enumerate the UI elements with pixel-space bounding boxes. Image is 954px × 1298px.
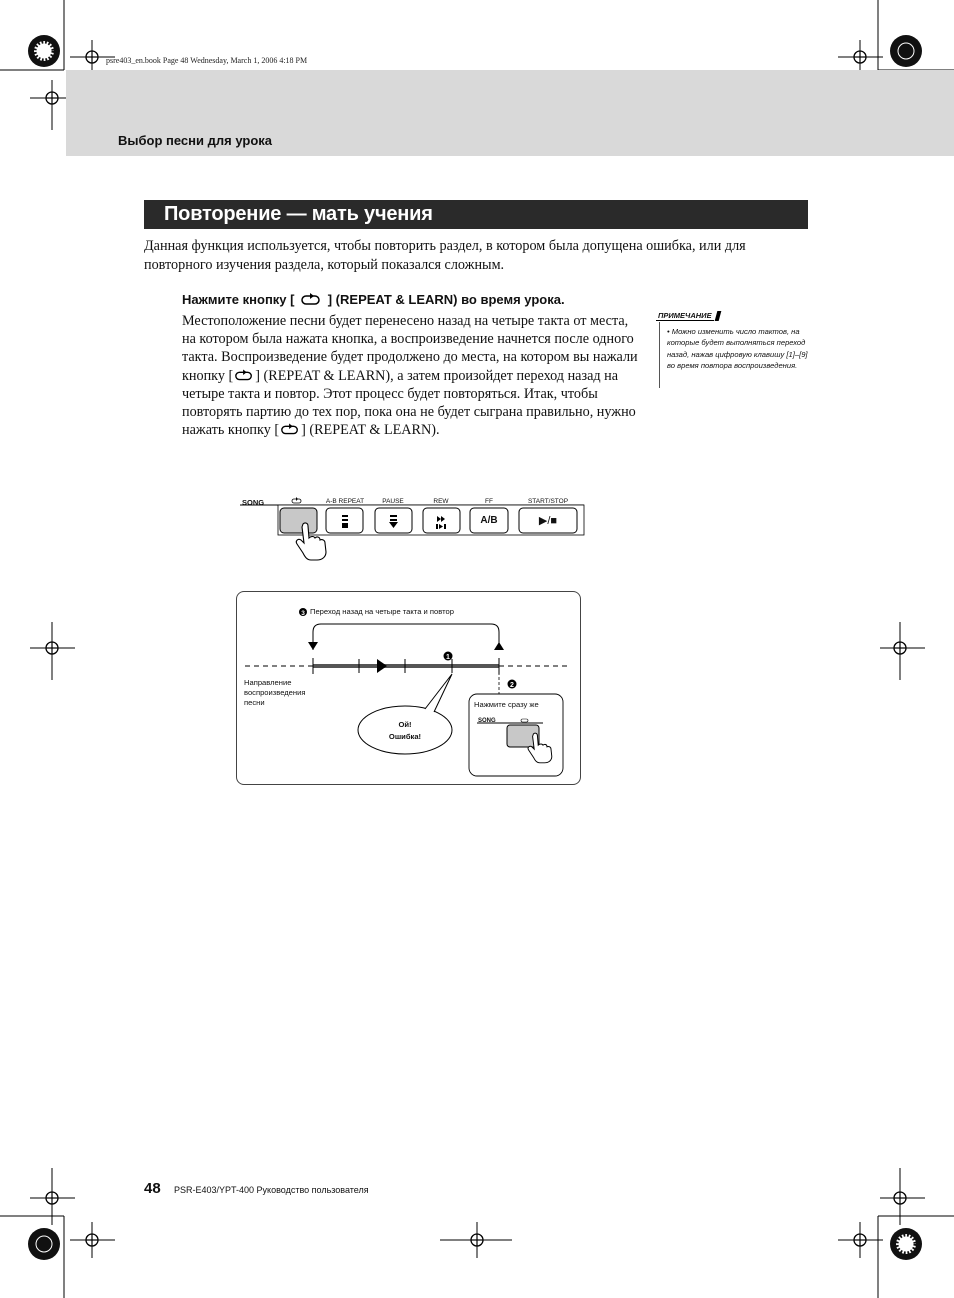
repeat-diagram (236, 591, 581, 785)
direction-label-line-2: воспроизведения (244, 688, 306, 697)
diagram-song-label: SONG (478, 718, 496, 724)
step-body (182, 312, 638, 439)
svg-text:1: 1 (446, 654, 450, 661)
step-heading-after: ] (REPEAT & LEARN) во время урока. (327, 292, 565, 307)
svg-text:2: 2 (510, 682, 514, 689)
direction-label-line-3: песни (244, 698, 265, 707)
bubble-text-oops: Ой! (398, 720, 412, 729)
btn-label-rew: REW (433, 498, 449, 505)
repeat-learn-icon (280, 423, 300, 435)
page-number: 48 (144, 1180, 161, 1197)
start-stop-face: ▶/■ (538, 515, 558, 527)
section-label: Выбор песни для урока (118, 133, 272, 148)
btn-label-pause: PAUSE (382, 498, 404, 505)
press-immediately-label: Нажмите сразу же (474, 700, 539, 709)
repeat-learn-icon (300, 293, 322, 305)
song-label: SONG (242, 498, 265, 507)
step-body-part-1: Местоположение песни будет перенесено назад на четыре такта от места, на котором была нажата кнопка, а воспроизведение начнется после одного такта. Воспроизведение будет продолжено до места, на котором вы нажали кнопку [ (182, 313, 638, 384)
bubble-text-mistake: Ошибка! (388, 732, 422, 741)
note-text: • Можно изменить число тактов, на которые будет выполняться переход назад, нажав цифровую клавишу [1]–[9] во время повтора воспроизведения. (667, 327, 808, 371)
note-label: ПРИМЕЧАНИЕ (658, 311, 712, 320)
direction-label-line-1: Направление (244, 678, 292, 687)
footer-text: PSR-E403/YPT-400 Руководство пользователя (174, 1185, 369, 1195)
note-rule (659, 322, 660, 388)
page-title: Повторение — мать учения (164, 203, 433, 225)
step3-label: Переход назад на четыре такта и повтор (310, 607, 454, 616)
step-heading (182, 292, 565, 307)
step-body-part-3: ] (REPEAT & LEARN). (301, 422, 440, 439)
ab-button-face: A/B (480, 515, 498, 526)
btn-label-ab-repeat: A-B REPEAT (325, 498, 365, 505)
step-body-part-2: ] (REPEAT & LEARN), а затем произойдет переход назад на четыре такта и повтор. Этот процесс будет повторяться. Итак, чтобы повторять партию до тех пор, пока она не будет сыграна правильно, нужно нажать кнопку [ (182, 367, 636, 439)
repeat-learn-icon (234, 369, 254, 381)
intro-paragraph: Данная функция используется, чтобы повторить раздел, в котором была допущена ошибка, или для повторного изучения раздела, который показался сложным. (144, 238, 746, 273)
btn-label-start-stop: START/STOP (527, 498, 569, 505)
file-info: psre403_en.book Page 48 Wednesday, March 1, 2006 4:18 PM (106, 56, 308, 65)
song-control-panel (240, 492, 590, 562)
step-heading-before: Нажмите кнопку [ (182, 292, 295, 307)
svg-text:3: 3 (301, 610, 305, 617)
btn-label-ff: FF (485, 498, 493, 505)
